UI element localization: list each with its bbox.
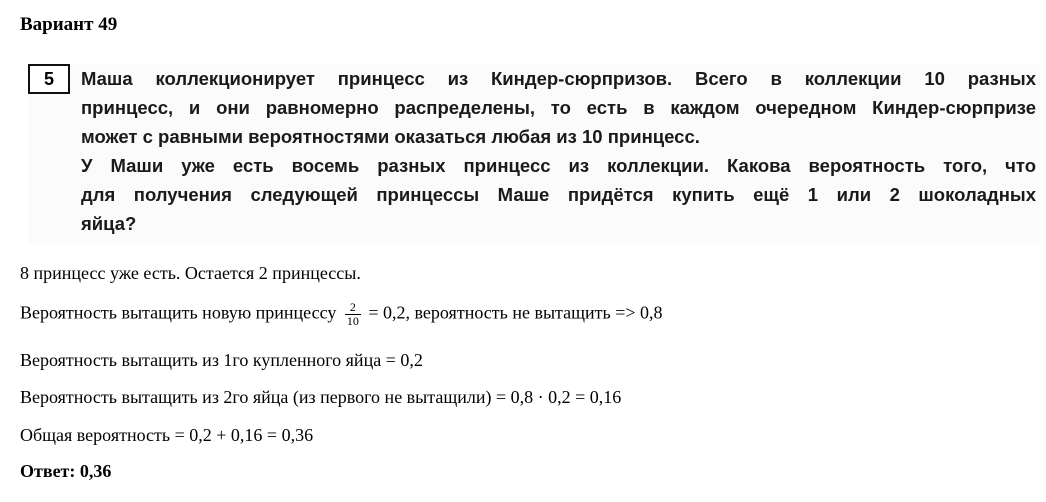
task-line: яйца? — [81, 213, 137, 234]
fraction — [345, 301, 361, 328]
solution-line-3: Вероятность вытащить из 1го купленного яйца = 0,2 — [20, 350, 423, 370]
task-line: принцесс, и они равномерно распределены, то есть в каждом очередном Киндер-сюрпризе — [81, 97, 1036, 118]
task-line: Маша коллекционирует принцесс из Киндер-сюрпризов. Всего в коллекции 10 разных — [81, 68, 1036, 89]
solution-line-4: Вероятность вытащить из 2го яйца (из первого не вытащили) = 0,8 · 0,2 = 0,16 — [20, 387, 622, 407]
solution-line-2-prefix: Вероятность вытащить новую принцессу — [20, 302, 337, 323]
fraction-numerator: 2 — [345, 301, 361, 315]
task-text — [81, 64, 1036, 238]
solution-line-5: Общая вероятность = 0,2 + 0,16 = 0,36 — [20, 425, 314, 445]
solution-line-2 — [20, 301, 663, 328]
solution-line-1: 8 принцесс уже есть. Остается 2 принцессы. — [20, 263, 361, 283]
task-line: У Маши уже есть восемь разных принцесс из коллекции. Какова вероятность того, что — [81, 155, 1036, 176]
answer: Ответ: 0,36 — [20, 461, 112, 481]
solution-line-2-suffix: = 0,2, вероятность не вытащить => 0,8 — [368, 302, 663, 323]
task-number-badge: 5 — [28, 64, 70, 94]
task-line: для получения следующей принцессы Маше придётся купить ещё 1 или 2 шоколадных — [81, 184, 1036, 205]
page-title: Вариант 49 — [20, 14, 118, 35]
task-scan — [28, 64, 1040, 244]
fraction-denominator: 10 — [346, 314, 359, 328]
task-line: может с равными вероятностями оказаться любая из 10 принцесс. — [81, 126, 700, 147]
